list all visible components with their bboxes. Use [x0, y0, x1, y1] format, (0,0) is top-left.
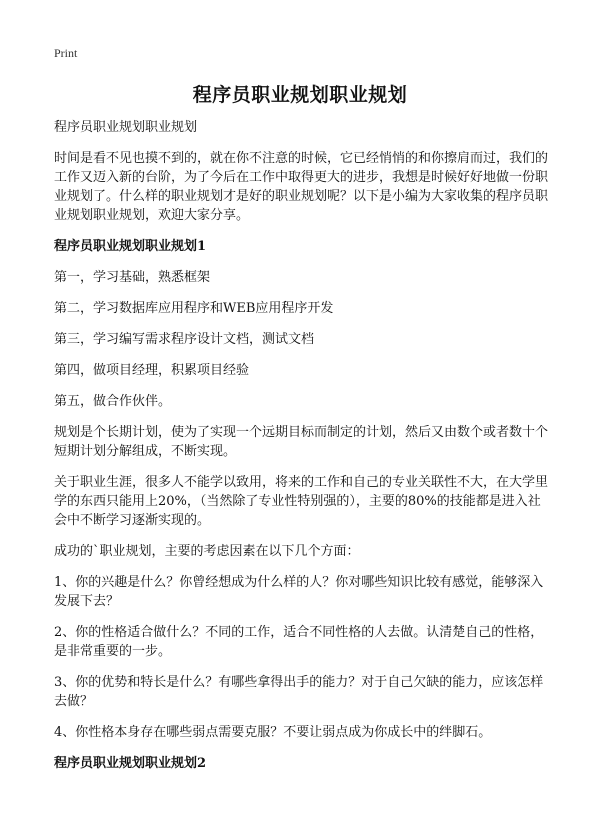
step-4: 第四，做项目经理，积累项目经验	[54, 363, 250, 378]
step-2: 第二，学习数据库应用程序和WEB应用程序开发	[54, 301, 334, 316]
subtitle: 程序员职业规划职业规划	[54, 120, 198, 135]
step-3: 第三，学习编写需求程序设计文档，测试文档	[54, 332, 315, 347]
question-2: 2、你的性格适合做什么？不同的工作，适合不同性格的人去做。认清楚自己的性格，是非常重要的一步。	[54, 625, 544, 659]
question-3: 3、你的优势和特长是什么？有哪些拿得出手的能力？对于自己欠缺的能力，应该怎样去做？	[54, 675, 544, 709]
section-heading-2: 程序员职业规划职业规划2	[54, 756, 207, 771]
intro-paragraph: 时间是看不见也摸不到的，就在你不注意的时候，它已经悄悄的和你擦肩而过，我们的工作又迈入新的台阶，为了今后在工作中取得更大的进步，我想是时候好好地做一份职业规划了。什么样的职业规划才是好的职业规划呢？以下是小编为大家收集的程序员职业规划职业规划，欢迎大家分享。	[54, 151, 549, 223]
career-paragraph: 关于职业生涯，很多人不能学以致用，将来的工作和自己的专业关联性不大，在大学里学的东西只能用上20%，（当然除了专业性特别强的），主要的80%的技能都是进入社会中不断学习逐渐实现的。	[54, 475, 549, 528]
step-1: 第一，学习基础，熟悉框架	[54, 270, 211, 285]
section-heading-1: 程序员职业规划职业规划1	[54, 239, 207, 254]
step-5: 第五，做合作伙伴。	[54, 394, 172, 409]
question-4: 4、你性格本身存在哪些弱点需要克服？不要让弱点成为你成长中的绊脚石。	[54, 725, 492, 740]
print-link[interactable]: Print	[54, 46, 78, 60]
article-body	[54, 118, 550, 785]
plan-paragraph: 规划是个长期计划，使为了实现一个远期目标而制定的计划，然后又由数个或者数十个短期计划分解组成，不断实现。	[54, 425, 549, 459]
question-1: 1、你的兴趣是什么？你曾经想成为什么样的人？你对哪些知识比较有感觉，能够深入发展下去？	[54, 575, 544, 609]
factors-paragraph: 成功的`职业规划，主要的考虑因素在以下几个方面：	[54, 544, 360, 559]
page-title: 程序员职业规划职业规划	[192, 84, 408, 106]
